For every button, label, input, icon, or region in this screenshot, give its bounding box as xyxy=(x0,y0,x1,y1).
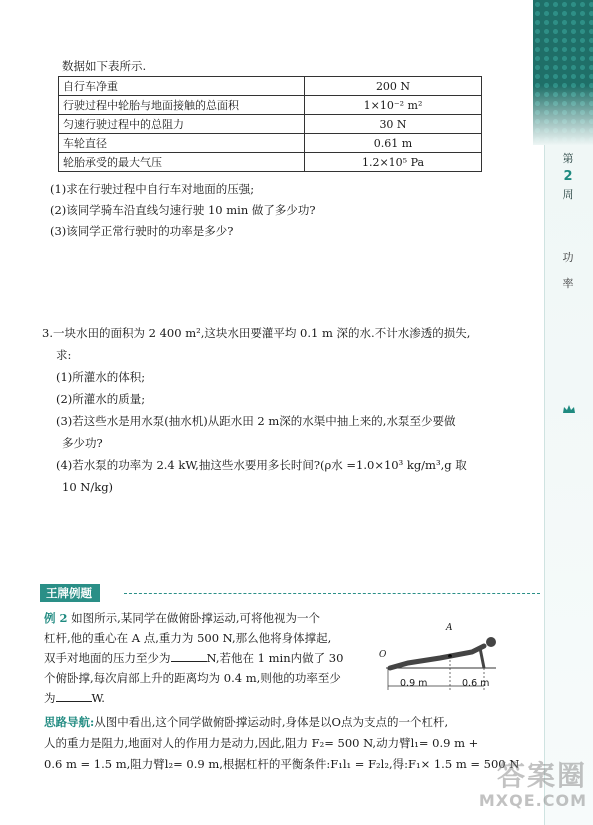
table-row xyxy=(59,77,482,96)
example-line-1 xyxy=(44,608,354,628)
guide-tag: 思路导航: xyxy=(44,715,95,729)
head-silhouette xyxy=(486,637,496,647)
q3-stem-a: 3.一块水田的面积为 2 400 m²,这块水田要灌平均 0.1 m 深的水.不计水渗透的损失, xyxy=(42,326,471,340)
table-cell-key: 轮胎承受的最大气压 xyxy=(59,153,305,172)
example-text-3b: N,若他在 1 min内做了 30 xyxy=(206,651,344,665)
q3-sub4b: 10 N/kg) xyxy=(62,480,114,494)
q2-sub1: (1)求在行驶过程中自行车对地面的压强; xyxy=(50,182,255,196)
table-row xyxy=(59,96,482,115)
guide-line-2: 人的重力是阻力,地面对人的作用力是动力,因此,阻力 F₂= 500 N,动力臂l₁= 0.9 m + xyxy=(44,736,479,750)
watermark xyxy=(437,761,587,821)
crown-icon xyxy=(559,404,579,417)
banner-divider xyxy=(124,593,540,594)
week-tag xyxy=(553,150,583,204)
table-row xyxy=(59,115,482,134)
table-cell-key: 匀速行驶过程中的总阻力 xyxy=(59,115,305,134)
table-cell-key: 车轮直径 xyxy=(59,134,305,153)
example-line-5 xyxy=(44,688,354,708)
example-text-3a: 双手对地面的压力至少为 xyxy=(44,651,171,665)
table-row xyxy=(59,134,482,153)
watermark-text-1: 答案圈 xyxy=(496,759,587,792)
guide-line-1 xyxy=(44,712,524,733)
example-text-5a: 为 xyxy=(44,691,56,705)
example-line-3 xyxy=(44,648,354,668)
watermark-text-2: MXQE.COM xyxy=(478,791,587,810)
guide-line-3: 0.6 m = 1.5 m,阻力臂l₂= 0.9 m,根据杠杆的平衡条件:F₁l₁ = F₂l₂,得:F₁× 1.5 m = 500 N xyxy=(44,757,520,771)
decorative-dot-pattern xyxy=(533,0,593,145)
week-prefix: 第 xyxy=(562,152,574,165)
topic-char-1: 功 xyxy=(562,251,574,264)
question-3 xyxy=(42,322,502,498)
banner-title: 王牌例题 xyxy=(40,584,100,602)
figure-dimension-1: 0.9 m xyxy=(400,678,428,689)
data-intro: 数据如下表所示. xyxy=(62,59,147,73)
table-row xyxy=(59,153,482,172)
q2-sub2: (2)该同学骑车沿直线匀速行驶 10 min 做了多少功? xyxy=(50,203,316,217)
example-tag: 例 2 xyxy=(44,611,68,625)
topic-char-2: 率 xyxy=(562,277,574,290)
table-cell-key: 行驶过程中轮胎与地面接触的总面积 xyxy=(59,96,305,115)
figure-label-O: O xyxy=(379,650,387,660)
table-cell-value: 1×10⁻² m² xyxy=(305,96,482,115)
table-cell-value: 1.2×10⁵ Pa xyxy=(305,153,482,172)
answer-blank-1[interactable] xyxy=(171,649,207,662)
example-line-2: 杠杆,他的重心在 A 点,重力为 500 N,那么他将身体撑起, xyxy=(44,631,332,645)
example-2 xyxy=(44,608,354,708)
example-text-1: 如图所示,某同学在做俯卧撑运动,可将他视为一个 xyxy=(71,611,320,625)
topic-label xyxy=(555,245,581,297)
q3-sub2: (2)所灌水的质量; xyxy=(56,392,146,406)
figure-label-A: A xyxy=(446,623,453,633)
example-line-4: 个俯卧撑,每次肩部上升的距离均为 0.4 m,则他的功率至少 xyxy=(44,671,341,685)
table-cell-key: 自行车净重 xyxy=(59,77,305,96)
q3-sub4a: (4)若水泵的功率为 2.4 kW,抽这些水要用多长时间?(ρ水 =1.0×10³ kg/m³,g 取 xyxy=(56,458,467,472)
figure-dimension-2: 0.6 m xyxy=(462,678,490,689)
answer-blank-2[interactable] xyxy=(56,689,92,702)
q3-sub1: (1)所灌水的体积; xyxy=(56,370,146,384)
q3-sub3a: (3)若这些水是用水泵(抽水机)从距水田 2 m深的水渠中抽上来的,水泵至少要做 xyxy=(56,414,456,428)
week-suffix: 周 xyxy=(562,188,574,201)
table-cell-value: 30 N xyxy=(305,115,482,134)
table-cell-value: 0.61 m xyxy=(305,134,482,153)
q2-sub3: (3)该同学正常行驶时的功率是多少? xyxy=(50,224,234,238)
q3-sub3b: 多少功? xyxy=(62,436,103,450)
guide-text-1: 从图中看出,这个同学做俯卧撑运动时,身体是以O点为支点的一个杠杆, xyxy=(94,715,449,729)
week-number: 2 xyxy=(563,169,573,184)
table-cell-value: 200 N xyxy=(305,77,482,96)
section-banner xyxy=(40,584,540,602)
bicycle-data-table xyxy=(58,76,482,172)
q3-stem-b: 求: xyxy=(56,348,72,362)
arm-silhouette xyxy=(480,648,484,668)
body-silhouette xyxy=(390,646,484,668)
example-text-5b: W. xyxy=(91,691,105,705)
